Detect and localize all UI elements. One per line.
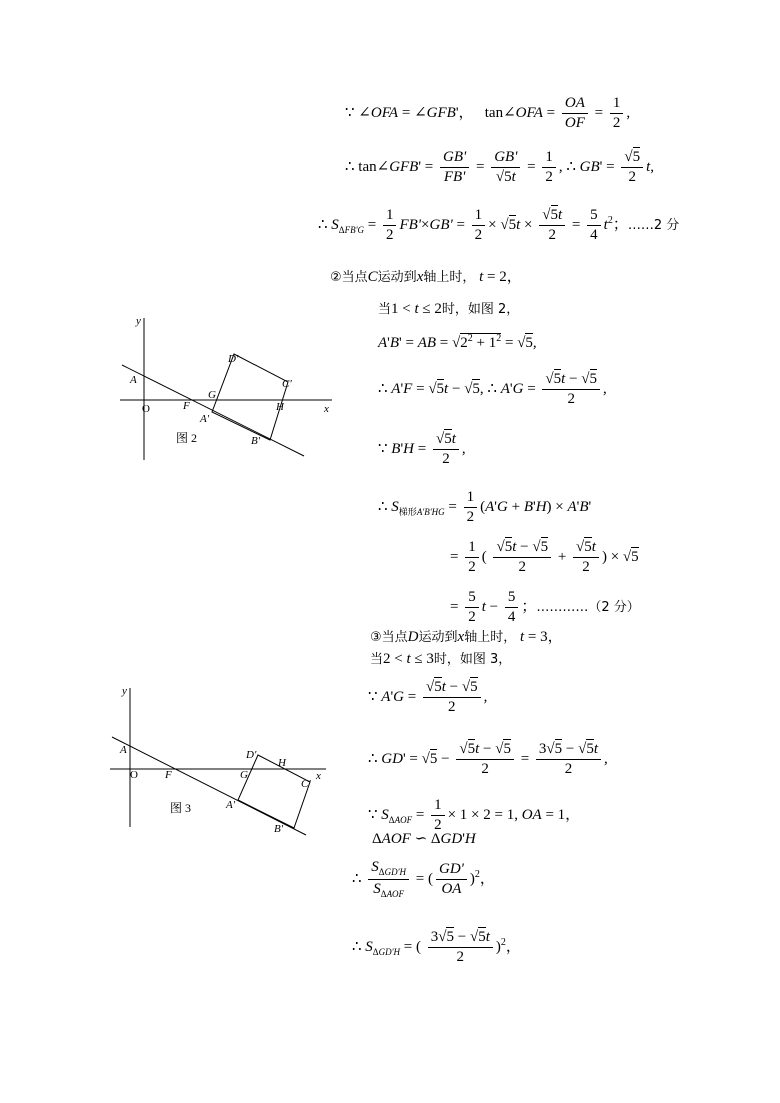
label-D-prime: D': [246, 749, 257, 761]
label-y: y: [136, 315, 141, 327]
equation-line-13: 当2 < t ≤ 3时，如图 3，: [370, 651, 512, 667]
label-G: G: [208, 389, 216, 401]
figure-2-caption: 图 2: [176, 431, 198, 445]
equation-line-2: ∴ tan∠GFB' = $\frac{GB'}{FB'}$ = $\frac{GB'}{√5t}$ = $\frac{1}{2}$ , ∴ GB' = $\frac{√5}{2}$ t,: [345, 149, 654, 185]
label-B-prime: B': [251, 435, 261, 447]
label-A: A: [130, 374, 137, 386]
equation-line-10: = $\frac{1}{2}$ ( $\frac{√5t - √5}{2}$ + $\frac{√5t}{2}$ ) × √5: [450, 539, 639, 575]
label-O: O: [130, 769, 138, 781]
label-B-prime: B': [274, 823, 284, 835]
figure-3-caption: 图 3: [170, 801, 192, 815]
figure-2: [110, 310, 340, 470]
equation-line-6: A'B' = AB = $√2^2 + 1^2 = √5$,: [378, 333, 537, 351]
equation-line-19: ∴ $S_{\Delta GD'H}$ = ( $\frac{3√5 - √5t}{2}$ )$^2$，: [352, 929, 521, 965]
equation-line-12: ③当点D运动到x轴上时， t = 3，: [370, 629, 563, 645]
equation-line-7: ∴ A'F = √5t − √5, ∴ A'G = $\frac{√5t - √5}{2}$ ,: [378, 371, 607, 407]
label-H: H: [276, 401, 284, 413]
label-C-prime: C': [282, 378, 292, 390]
label-H: H: [278, 757, 286, 769]
label-O: O: [142, 403, 150, 415]
equation-line-9: ∴ $S_{梯形A'B'HG}$ = $\frac{1}{2}$ (A'G + B'H) × A'B': [378, 489, 592, 525]
label-A-prime: A': [200, 413, 210, 425]
label-D-prime: D': [228, 353, 239, 365]
equation-line-1: ∵ ∠OFA = ∠GFB'， tan∠OFA = $\frac{OA}{OF}$ = $\frac{1}{2}$ ,: [345, 95, 631, 131]
label-A-prime: A': [226, 799, 236, 811]
equation-line-11: = $\frac{5}{2}$ t − $\frac{5}{4}$ ；…………（2 分）: [450, 589, 640, 625]
label-F: F: [165, 769, 172, 781]
label-x: x: [316, 770, 321, 782]
equation-line-3: ∴ $S_{\Delta FB'G}$ = $\frac{1}{2}$ FB'×GB' = $\frac{1}{2}$ × √5t × $\frac{√5t}{2}$ = $\frac{5}{4}$ $t^2$；……2 分: [318, 207, 680, 243]
label-C-prime: C': [301, 778, 311, 790]
equation-line-4: ②当点C运动到x轴上时， t = 2，: [330, 269, 522, 285]
label-F: F: [183, 400, 190, 412]
equation-line-15: ∴ GD' = √5 − $\frac{√5t - √5}{2}$ = $\frac{3√5 - √5t}{2}$ ,: [368, 741, 608, 777]
label-G: G: [240, 769, 248, 781]
equation-line-5: 当1 < t ≤ 2时，如图 2，: [378, 301, 520, 317]
equation-line-18: ∴ $\frac{S_{\Delta GD'H}}{S_{\Delta AOF}}$ = ( $\frac{GD'}{OA}$ )$^2$，: [352, 859, 495, 899]
equation-line-17: ΔAOF ∽ ΔGD'H: [372, 831, 476, 847]
label-x: x: [324, 403, 329, 415]
equation-line-8: ∵ B'H = $\frac{√5t}{2}$ ,: [378, 431, 466, 467]
figure-3: [108, 682, 338, 842]
label-y: y: [122, 685, 127, 697]
equation-line-14: ∵ A'G = $\frac{√5t - √5}{2}$ ,: [368, 679, 488, 715]
equation-line-16: ∵ $S_{\Delta AOF}$ = $\frac{1}{2}$ × 1 × 2 = 1, OA = 1，: [368, 797, 581, 833]
label-A: A: [120, 744, 127, 756]
